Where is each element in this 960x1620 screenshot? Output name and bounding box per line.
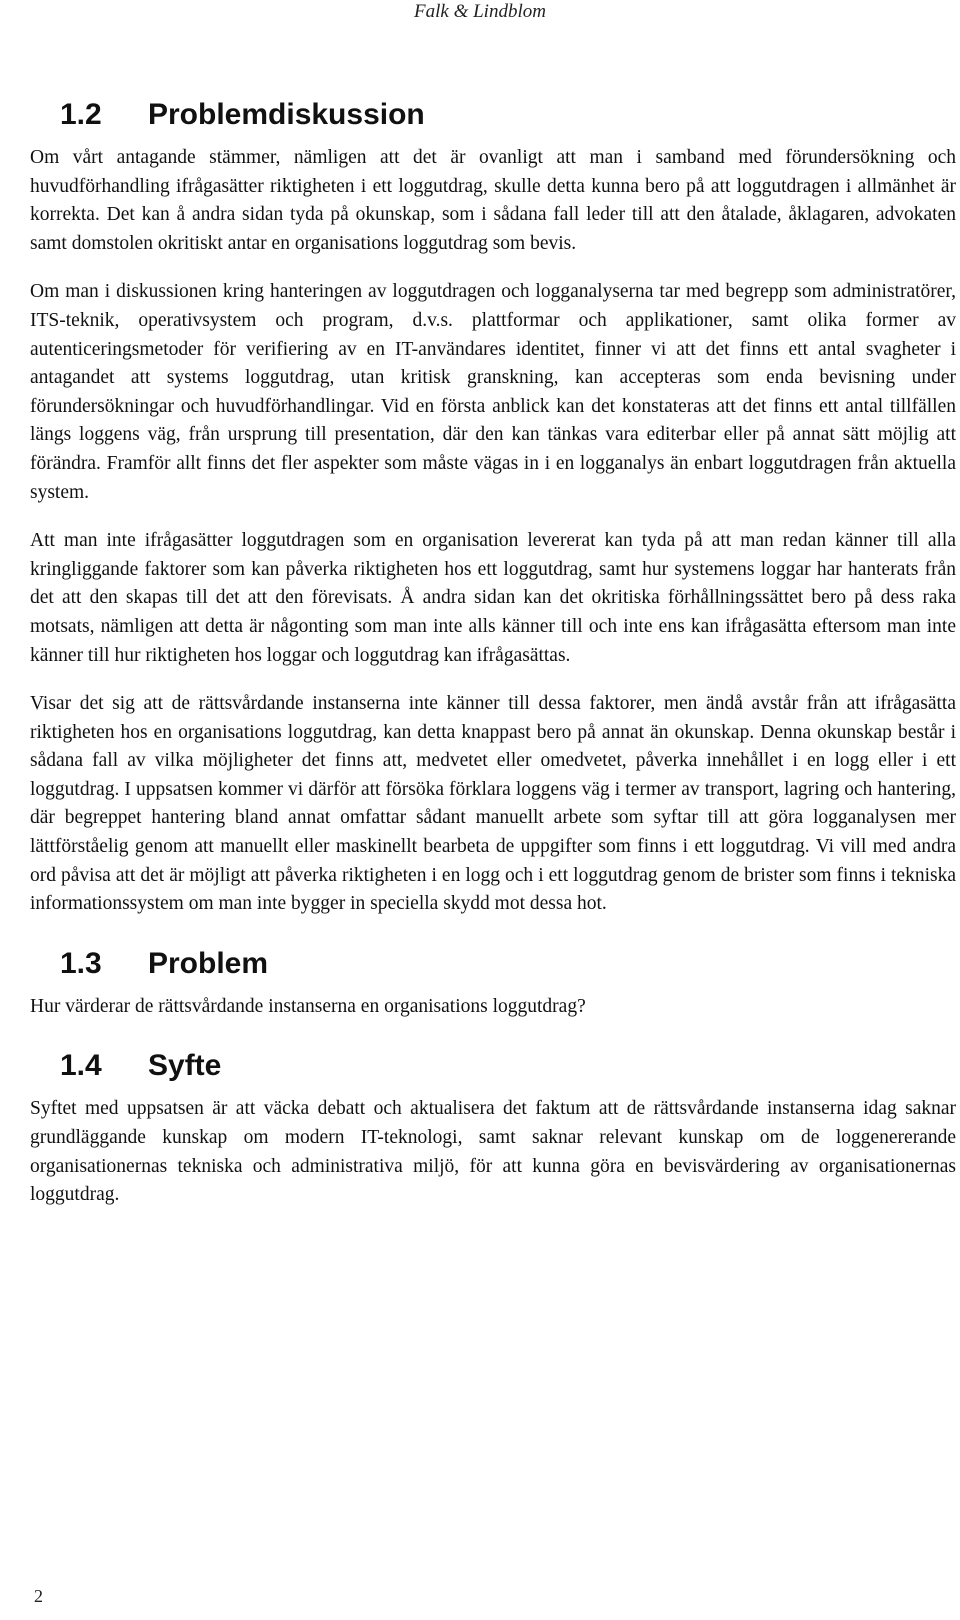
section-title: Problem bbox=[148, 946, 269, 980]
section-title: Syfte bbox=[148, 1049, 222, 1083]
paragraph: Om man i diskussionen kring hanteringen av loggutdragen och logganalyserna tar med begrepp som administratörer, ITS-teknik, operativsystem och program, d.v.s. plattformar och applikationer, samt olika former av autenticeringsmetoder för verifiering av en IT-användares identitet, finner vi att det finns ett antal svagheter i antagandet att systems loggutdrag, utan kritisk granskning, kan accepteras som enda bevisning under förundersökningar och huvudförhandlingar. Vid en första anblick kan det konstateras att det finns ett antal tillfällen längs loggens väg, från ursprung till presentation, där den kan tänkas vara editerbar eller på annat sätt möjlig att förändra. Framför allt finns det fler aspekter som måste vägas in i en logganalys än enbart loggutdragen från aktuella system. bbox=[30, 281, 956, 503]
section-number: 1.3 bbox=[60, 946, 102, 980]
page-number: 2 bbox=[34, 1586, 43, 1606]
paragraph: Hur värderar de rättsvårdande instanserna en organisations loggutdrag? bbox=[30, 995, 586, 1017]
paragraph: Visar det sig att de rättsvårdande instanserna inte känner till dessa faktorer, men ändå avstår från att ifrågasätta riktigheten hos en organisations loggutdrag, kan detta knappast bero på annat än okunskap. Denna okunskap består i sådana fall av vilka möjligheter det finns att, medvetet eller omedvetet, påverka innehållet i en logg eller i ett loggutdrag. I uppsatsen kommer vi därför att försöka förklara loggens väg i termer av transport, lagring och hantering, där begreppet hantering bland annat omfattar sådant manuellt arbete som syftar till att göra logganalysen mer lättförståelig genom att manuellt eller maskinellt bearbeta de uppgifter som finns i ett loggutdrag. Vi vill med andra ord påvisa att det är möjligt att påverka riktigheten i en logg och i ett loggutdrag genom de brister som finns i tekniska informationssystem om man inte bygger in speciella skydd mot dessa hot. bbox=[30, 693, 956, 915]
section-heading-syfte bbox=[30, 1049, 956, 1083]
paragraph: Om vårt antagande stämmer, nämligen att det är ovanligt att man i samband med förundersökning och huvudförhandling ifrågasätter riktigheten i ett loggutdrag, skulle detta kunna bero på att loggutdragen i allmänhet är korrekta. Det kan å andra sidan tyda på okunskap, som i sådana fall leder till att den åtalade, åklagaren, advokaten samt domstolen okritiskt antar en organisations loggutdrag som bevis. bbox=[30, 147, 956, 254]
section-number: 1.4 bbox=[60, 1049, 102, 1083]
section-heading-problem bbox=[30, 947, 956, 981]
document-body bbox=[30, 98, 956, 1210]
running-header: Falk & Lindblom bbox=[414, 1, 546, 22]
paragraph: Att man inte ifrågasätter loggutdragen som en organisation levererat kan tyda på att man redan känner till alla kringliggande faktorer som kan påverka riktigheten hos ett loggutdrag, samt hur systemens loggar har hanterats från det att den skapas till det att den förevisats. Å andra sidan kan det okritiska förhållningssättet bero på dess raka motsats, nämligen att detta är någonting som man inte alls känner till och inte ens kan ifrågasätta eftersom man inte känner till hur riktigheten hos loggar och loggutdrag kan ifrågasättas. bbox=[30, 530, 956, 666]
section-number: 1.2 bbox=[60, 98, 102, 131]
section-title: Problemdiskussion bbox=[148, 98, 425, 131]
section-heading-problemdiskussion bbox=[30, 98, 956, 132]
paragraph: Syftet med uppsatsen är att väcka debatt och aktualisera det faktum att de rättsvårdande instanserna idag saknar grundläggande kunskap om modern IT-teknologi, samt saknar relevant kunskap om de loggenererande organisationernas tekniska och administrativa miljö, för att kunna göra en bevisvärdering av organisationernas loggutdrag. bbox=[30, 1098, 956, 1206]
